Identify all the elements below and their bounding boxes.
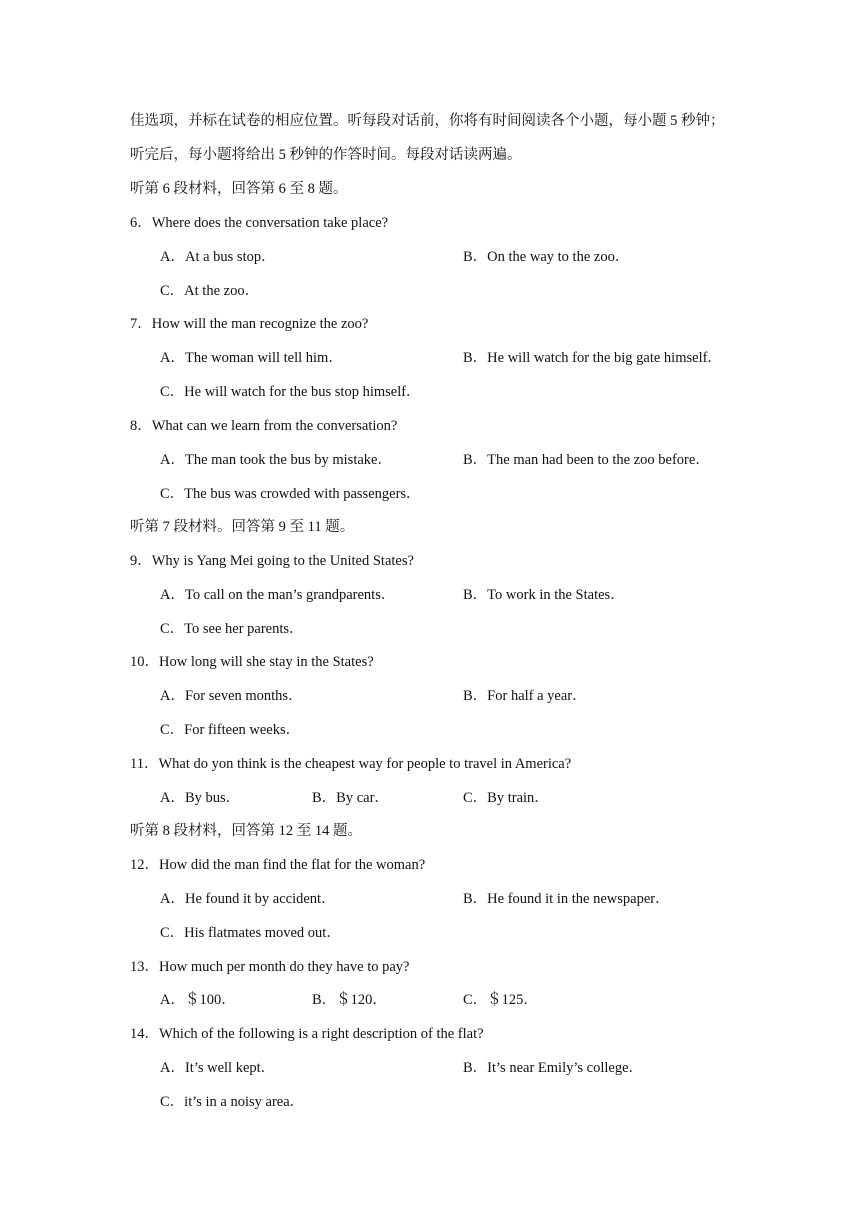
q13-option-a: A．＄100． [160,992,236,1008]
question-7: 7．How will the man recognize the zoo? [130,316,369,332]
q11-option-b: B．By car． [312,790,389,806]
q12-option-b: B．He found it in the newspaper． [463,891,670,907]
question-9: 9．Why is Yang Mei going to the United States? [130,553,414,569]
instructions-line-2: 听完后，每小题将给出 5 秒钟的作答时间。每段对话读两遍。 [130,147,522,163]
q11-option-a: A．By bus． [160,790,241,806]
q7-option-a: A．The woman will tell him． [160,350,343,366]
section-7-heading: 听第 7 段材料。回答第 9 至 11 题。 [130,519,355,535]
question-10: 10．How long will she stay in the States? [130,654,374,670]
question-13: 13．How much per month do they have to pay? [130,959,410,975]
question-6: 6．Where does the conversation take place? [130,215,389,231]
instructions-line-1: 佳选项，并标在试卷的相应位置。听每段对话前，你将有时间阅读各个小题，每小题 5 秒钟； [130,113,725,129]
q6-option-c: C．At the zoo． [160,283,260,299]
q6-option-b: B．On the way to the zoo． [463,249,630,265]
q10-option-c: C．For fifteen weeks． [160,722,301,738]
q10-option-b: B．For half a year． [463,688,587,704]
question-8: 8．What can we learn from the conversation? [130,418,398,434]
q9-option-a: A．To call on the man’s grandparents． [160,587,396,603]
q13-option-b: B．＄120． [312,992,387,1008]
section-8-heading: 听第 8 段材料，回答第 12 至 14 题。 [130,823,362,839]
q14-option-b: B．It’s near Emily’s college． [463,1060,644,1076]
q7-option-b: B．He will watch for the big gate himself． [463,350,722,366]
q9-option-b: B．To work in the States． [463,587,625,603]
q14-option-c: C．it’s in a noisy area． [160,1094,305,1110]
q6-option-a: A．At a bus stop． [160,249,276,265]
q8-option-b: B．The man had been to the zoo before． [463,452,710,468]
q8-option-a: A．The man took the bus by mistake． [160,452,392,468]
q8-option-c: C．The bus was crowded with passengers． [160,486,421,502]
question-12: 12．How did the man find the flat for the woman? [130,857,426,873]
section-6-heading: 听第 6 段材料，回答第 6 至 8 题。 [130,181,348,197]
q14-option-a: A．It’s well kept． [160,1060,276,1076]
question-14: 14．Which of the following is a right description of the flat? [130,1026,484,1042]
question-11: 11．What do yon think is the cheapest way for people to travel in America? [130,756,572,772]
q12-option-a: A．He found it by accident． [160,891,336,907]
q7-option-c: C．He will watch for the bus stop himself． [160,384,421,400]
q11-option-c: C．By train． [463,790,549,806]
q9-option-c: C．To see her parents． [160,621,304,637]
q13-option-c: C．＄125． [463,992,538,1008]
q12-option-c: C．His flatmates moved out． [160,925,341,941]
q10-option-a: A．For seven months． [160,688,303,704]
